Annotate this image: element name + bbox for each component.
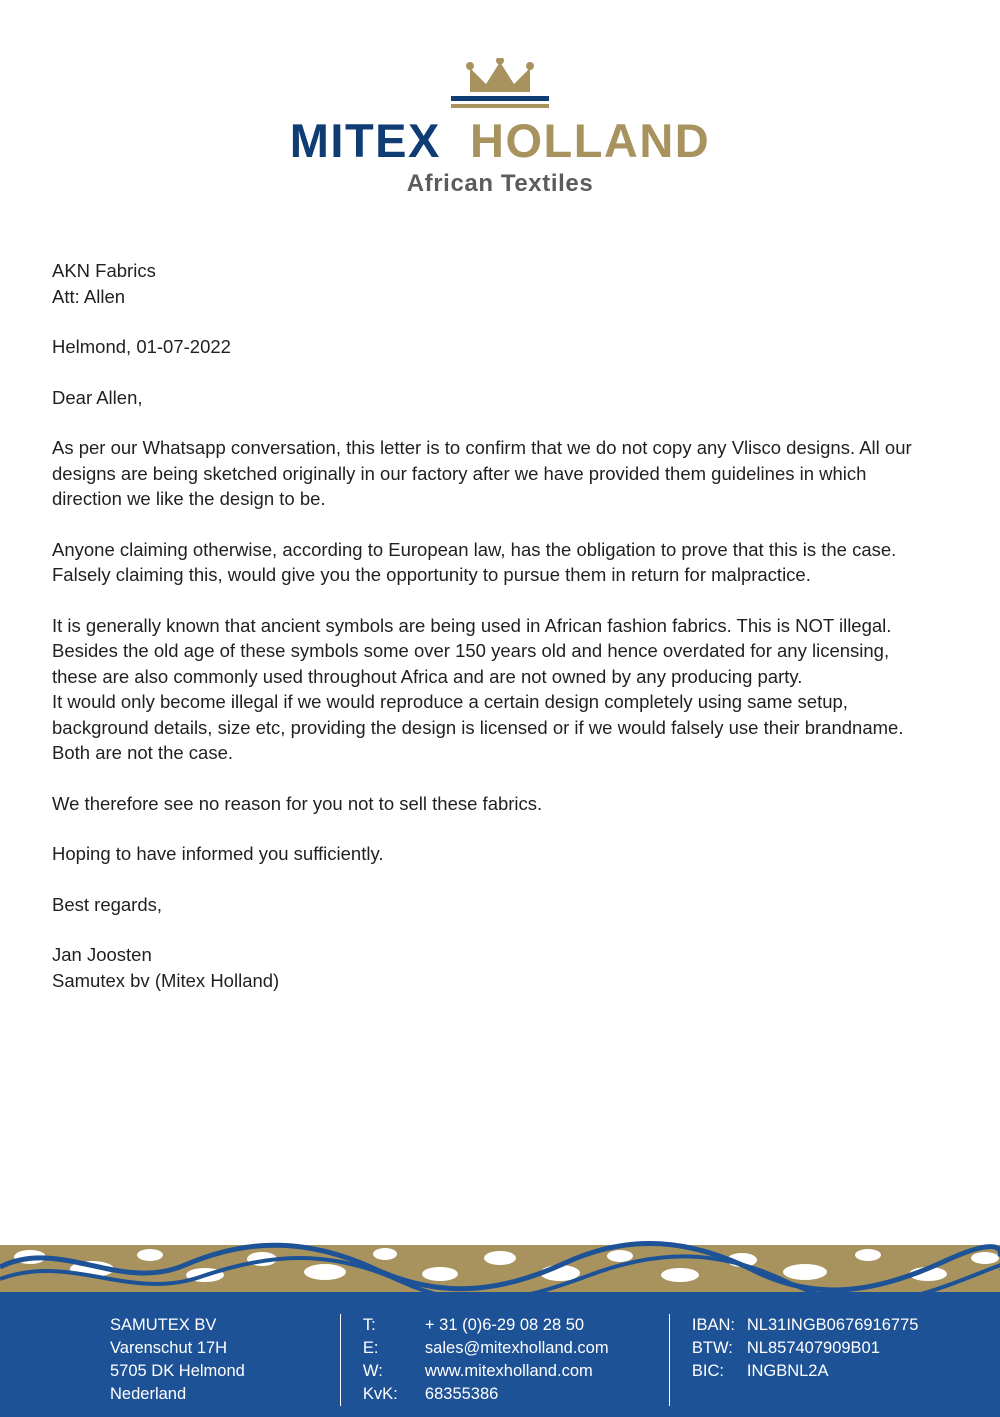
paragraph-6: We therefore see no reason for you not to sell these fabrics.	[52, 792, 543, 814]
recipient-block	[52, 258, 912, 309]
footer-email-value[interactable]: sales@mitexholland.com	[424, 1339, 609, 1357]
signature-block	[52, 942, 912, 993]
footer-bic-value: INGBNL2A	[746, 1362, 829, 1380]
footer-kvk-label: KvK:	[362, 1385, 398, 1403]
paragraph-3: It is generally known that ancient symbols are being used in African fashion fabrics. This is NOT illegal. Besides the old age of these symbols some over 150 years old and hence overdated for any licensing, these are also commonly used throughout Africa and are not owned by any producing party.	[52, 614, 892, 687]
footer-kvk-row	[363, 1383, 669, 1406]
crown-icon	[0, 52, 1000, 110]
footer-bic-label: BIC:	[691, 1362, 724, 1380]
footer-contact	[340, 1314, 669, 1406]
recipient-company: AKN Fabrics	[52, 260, 156, 281]
paragraph-5: Both are not the case.	[52, 742, 234, 763]
footer-bank	[669, 1314, 970, 1406]
signer-company: Samutex bv (Mitex Holland)	[52, 969, 280, 991]
footer-btw-row	[692, 1337, 970, 1360]
paragraph-4: It would only become illegal if we would reproduce a certain design completely using same setup, background details, size etc, providing the design is licensed or if we would falsely use their brandname.	[52, 691, 904, 738]
footer-kvk-value: 68355386	[424, 1385, 499, 1403]
footer-iban-row	[692, 1314, 970, 1337]
footer-iban-value: NL31INGB0676916775	[746, 1316, 919, 1334]
footer-decorative-pattern	[0, 1227, 1000, 1292]
footer-postal-city: 5705 DK Helmond	[110, 1362, 245, 1380]
footer-btw-label: BTW:	[691, 1339, 733, 1357]
footer-website-value[interactable]: www.mitexholland.com	[424, 1362, 593, 1380]
footer-phone-value: + 31 (0)6-29 08 28 50	[424, 1316, 585, 1334]
footer-content	[110, 1314, 970, 1406]
footer-website-row	[363, 1360, 669, 1383]
footer-band	[0, 1292, 1000, 1417]
footer-btw-value: NL857407909B01	[746, 1339, 880, 1357]
place-date: Helmond, 01-07-2022	[52, 336, 231, 357]
footer-email-label: E:	[362, 1339, 379, 1357]
brand-mitex: MITEX	[289, 114, 441, 167]
letterhead	[0, 52, 1000, 198]
recipient-attn: Att: Allen	[52, 285, 126, 307]
footer-country: Nederland	[110, 1385, 187, 1403]
footer-address	[110, 1314, 340, 1406]
footer-email-row	[363, 1337, 669, 1360]
footer-website-label: W:	[362, 1362, 383, 1380]
brand-tagline: African Textiles	[406, 170, 594, 198]
paragraph-1: As per our Whatsapp conversation, this letter is to confirm that we do not copy any Vlisco designs. All our designs are being sketched originally in our factory after we have provided them guidelines in which direction we like the design to be.	[52, 437, 912, 509]
footer-phone-row	[363, 1314, 669, 1337]
footer-iban-label: IBAN:	[691, 1316, 735, 1334]
salutation: Dear Allen,	[52, 386, 143, 408]
footer-street: Varenschut 17H	[110, 1339, 228, 1357]
footer-phone-label: T:	[362, 1316, 376, 1334]
paragraph-7: Hoping to have informed you sufficiently.	[52, 843, 384, 864]
footer-company: SAMUTEX BV	[110, 1316, 217, 1334]
brand-wordmark	[0, 116, 1000, 165]
paragraph-2: Anyone claiming otherwise, according to European law, has the obligation to prove that this is the case. Falsely claiming this, would give you the opportunity to pursue them in return for malpractice.	[52, 538, 897, 585]
paragraph-3-group	[52, 613, 912, 766]
footer-bic-row	[692, 1360, 970, 1383]
brand-holland: HOLLAND	[470, 114, 711, 167]
closing: Best regards,	[52, 893, 163, 915]
signer-name: Jan Joosten	[52, 944, 152, 965]
letter-body	[52, 258, 912, 1018]
